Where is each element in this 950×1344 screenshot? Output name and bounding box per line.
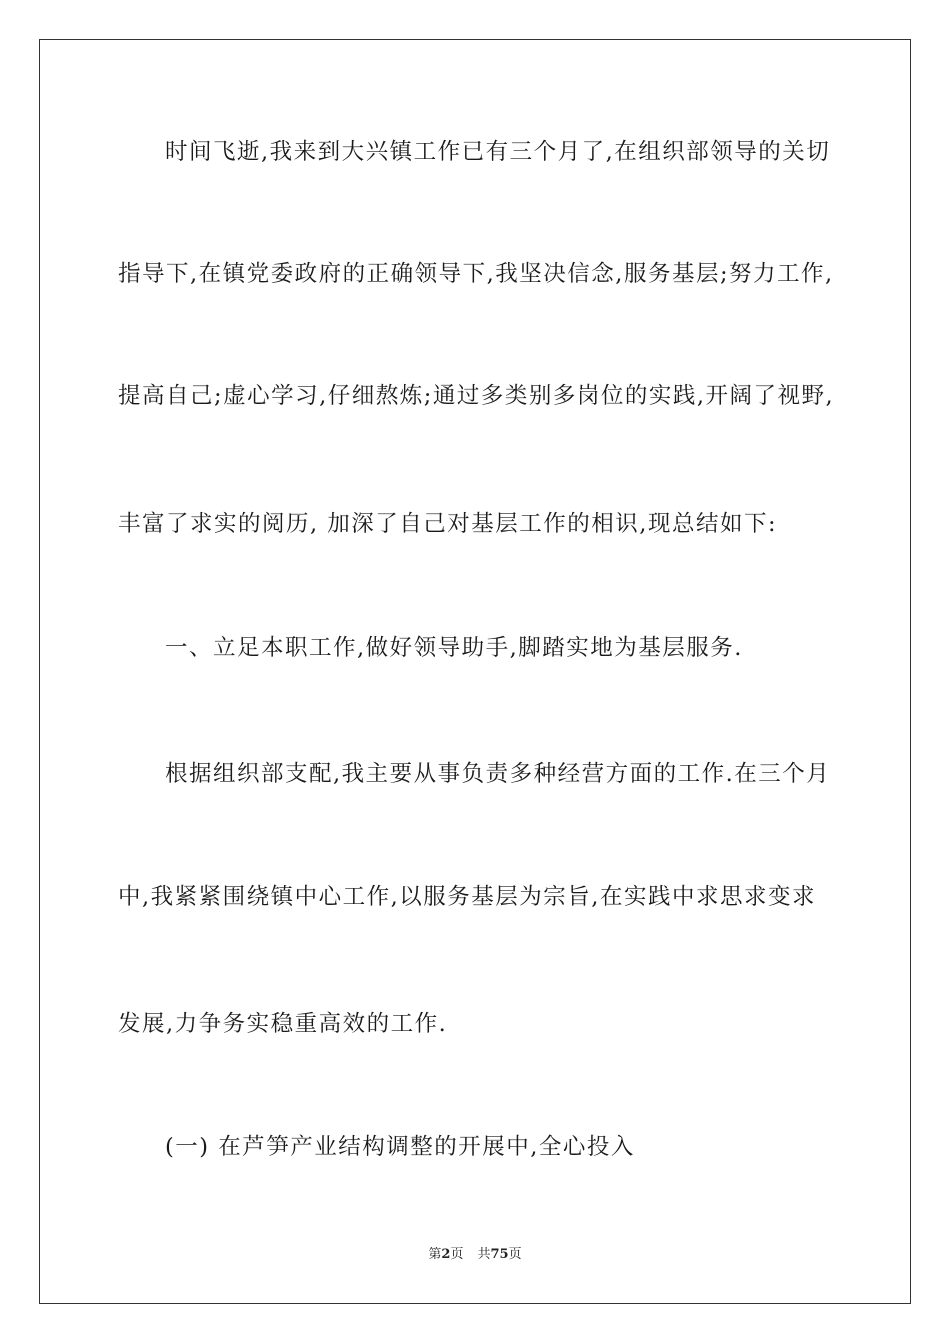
paragraph-line: 丰富了求实的阅历, 加深了自己对基层工作的相识,现总结如下: bbox=[118, 511, 778, 537]
paragraph-line: 指导下,在镇党委政府的正确领导下,我坚决信念,服务基层;努力工作, bbox=[118, 261, 834, 287]
footer-total-prefix: 共 bbox=[477, 1247, 491, 1262]
page-footer bbox=[0, 1246, 950, 1264]
section-heading: 一、立足本职工作,做好领导助手,脚踏实地为基层服务. bbox=[165, 635, 743, 661]
subsection-heading: (一) 在芦笋产业结构调整的开展中,全心投入 bbox=[165, 1134, 635, 1160]
paragraph-line: 中,我紧紧围绕镇中心工作,以服务基层为宗旨,在实践中求思求变求 bbox=[118, 884, 816, 910]
footer-page-prefix: 第 bbox=[428, 1247, 442, 1262]
footer-page-current: 2 bbox=[441, 1247, 451, 1262]
paragraph-line: 时间飞逝,我来到大兴镇工作已有三个月了,在组织部领导的关切 bbox=[165, 139, 831, 165]
footer-page-unit: 页 bbox=[450, 1247, 464, 1262]
page-border bbox=[39, 39, 911, 1304]
paragraph-line: 提高自己;虚心学习,仔细熬炼;通过多类别多岗位的实践,开阔了视野, bbox=[118, 383, 835, 409]
footer-total-unit: 页 bbox=[508, 1247, 522, 1262]
paragraph-line: 根据组织部支配,我主要从事负责多种经营方面的工作.在三个月 bbox=[165, 761, 831, 787]
footer-total-pages: 75 bbox=[490, 1247, 509, 1262]
paragraph-line: 发展,力争务实稳重高效的工作. bbox=[118, 1011, 448, 1037]
